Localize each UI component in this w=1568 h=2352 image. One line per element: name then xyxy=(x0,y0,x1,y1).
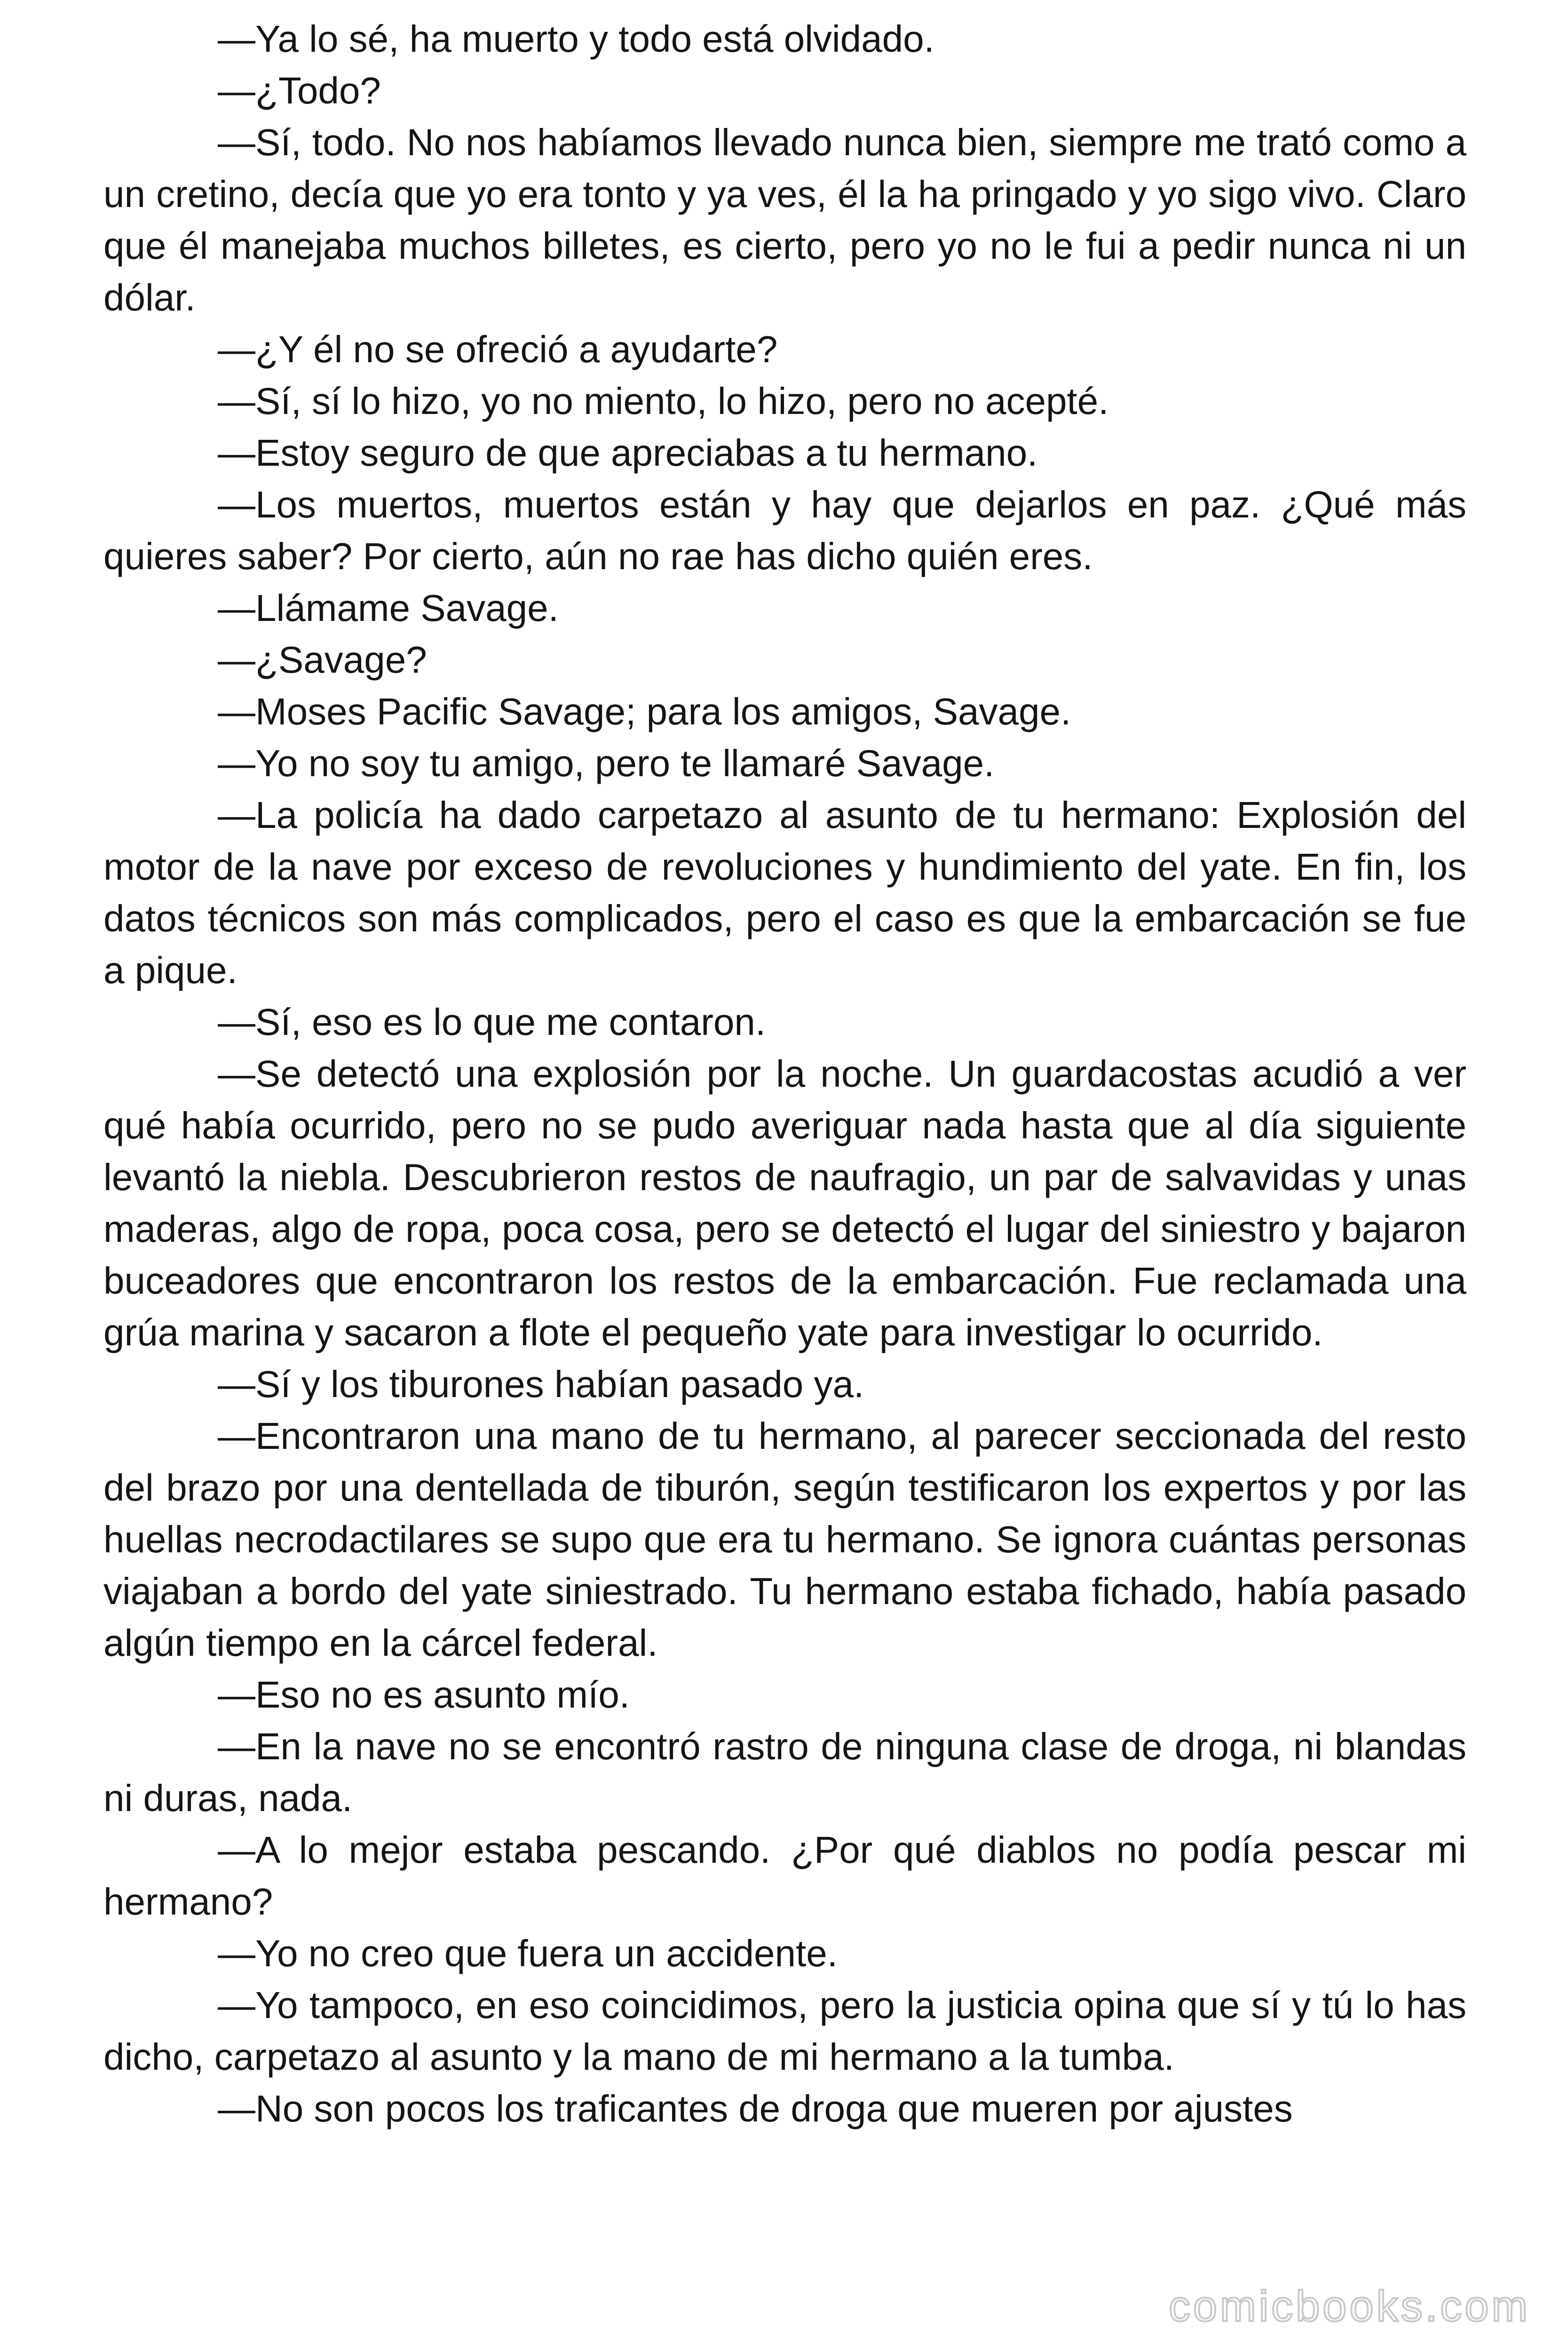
paragraph: —¿Y él no se ofreció a ayudarte? xyxy=(218,328,778,370)
paragraph: —Yo no soy tu amigo, pero te llamaré Savage. xyxy=(218,742,995,784)
paragraph: —Sí y los tiburones habían pasado ya. xyxy=(218,1363,864,1405)
paragraph: —¿Todo? xyxy=(218,70,381,111)
watermark: comicbooks.com xyxy=(1168,2282,1530,2330)
paragraph: —Moses Pacific Savage; para los amigos, Savage. xyxy=(218,691,1071,732)
paragraph: —Ya lo sé, ha muerto y todo está olvidado. xyxy=(218,18,934,60)
paragraph: —Yo no creo que fuera un accidente. xyxy=(218,1932,838,1974)
paragraph: —Sí, eso es lo que me contaron. xyxy=(218,1001,766,1043)
body-text xyxy=(103,13,1466,2135)
paragraph: —Sí, todo. No nos habíamos llevado nunca bien, siempre me trató como a un cretino, decía que yo era tonto y ya ves, él la ha pringado y yo sigo vivo. Claro que él manejaba muchos billetes, es cierto, pero yo no le fui a pedir nunca ni un dólar. xyxy=(103,121,1466,318)
paragraph: —Llámame Savage. xyxy=(218,587,559,629)
paragraph: —Los muertos, muertos están y hay que dejarlos en paz. ¿Qué más quieres saber? Por cierto, aún no rae has dicho quién eres. xyxy=(103,484,1466,577)
paragraph: —Se detectó una explosión por la noche. Un guardacostas acudió a ver qué había ocurrido, pero no se pudo averiguar nada hasta que al día siguiente levantó la niebla. Descubrieron restos de naufragio, un par de salvavidas y unas maderas, algo de ropa, poca cosa, pero se detectó el lugar del siniestro y bajaron buceadores que encontraron los restos de la embarcación. Fue reclamada una grúa marina y sacaron a flote el pequeño yate para investigar lo ocurrido. xyxy=(103,1053,1466,1353)
paragraph: —No son pocos los traficantes de droga que mueren por ajustes xyxy=(218,2088,1293,2130)
paragraph: —Sí, sí lo hizo, yo no miento, lo hizo, pero no acepté. xyxy=(218,380,1109,422)
paragraph: —Yo tampoco, en eso coincidimos, pero la justicia opina que sí y tú lo has dicho, carpetazo al asunto y la mano de mi hermano a la tumba. xyxy=(103,1984,1466,2078)
paragraph: —La policía ha dado carpetazo al asunto de tu hermano: Explosión del motor de la nave por exceso de revoluciones y hundimiento del yate. En fin, los datos técnicos son más complicados, pero el caso es que la embarcación se fue a pique. xyxy=(103,794,1466,991)
paragraph: —A lo mejor estaba pescando. ¿Por qué diablos no podía pescar mi hermano? xyxy=(103,1829,1466,1923)
paragraph: —Estoy seguro de que apreciabas a tu hermano. xyxy=(218,432,1038,474)
paragraph: —¿Savage? xyxy=(218,639,427,681)
paragraph: —Encontraron una mano de tu hermano, al parecer seccionada del resto del brazo por una dentellada de tiburón, según testificaron los expertos y por las huellas necrodactilares se supo que era tu hermano. Se ignora cuántas personas viajaban a bordo del yate siniestrado. Tu hermano estaba fichado, había pasado algún tiempo en la cárcel federal. xyxy=(103,1415,1466,1664)
paragraph: —En la nave no se encontró rastro de ninguna clase de droga, ni blandas ni duras, nada. xyxy=(103,1725,1466,1819)
paragraph: —Eso no es asunto mío. xyxy=(218,1674,630,1716)
